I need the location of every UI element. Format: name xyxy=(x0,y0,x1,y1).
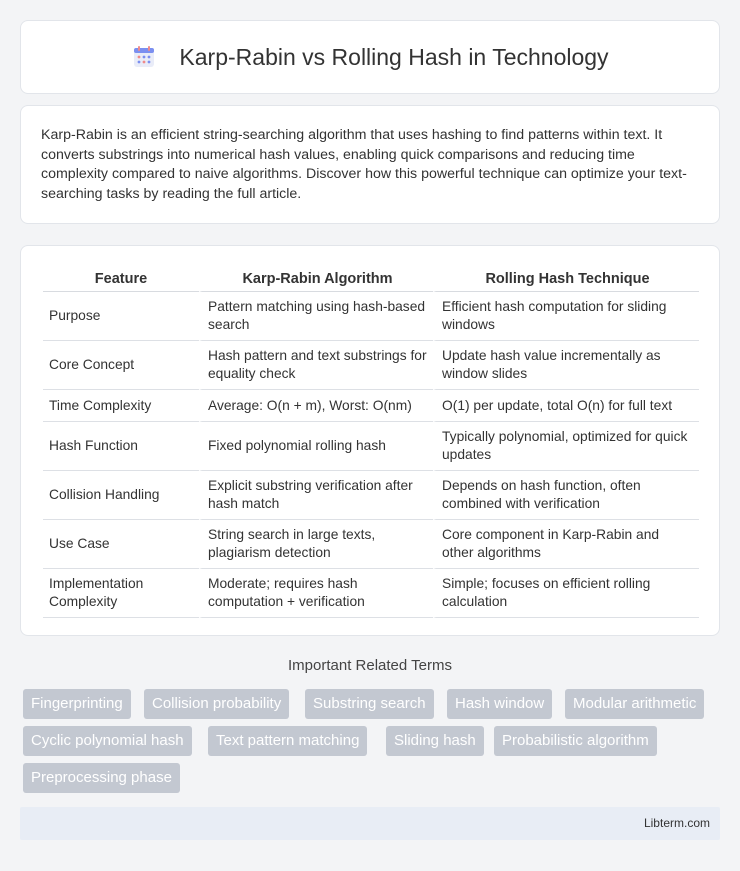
header-karp-rabin: Karp-Rabin Algorithm xyxy=(199,264,433,292)
table-header-row xyxy=(43,264,699,292)
table-row xyxy=(43,341,699,390)
header-feature: Feature xyxy=(43,264,199,292)
table-row xyxy=(43,520,699,569)
term-tag[interactable]: Fingerprinting xyxy=(23,689,131,719)
table-row xyxy=(43,471,699,520)
term-tag[interactable]: Cyclic polynomial hash xyxy=(23,726,192,756)
intro-card xyxy=(20,105,720,224)
header-title-wrap xyxy=(131,44,608,71)
cell-feature: Time Complexity xyxy=(43,390,199,422)
comparison-table-card xyxy=(20,245,720,636)
table-row xyxy=(43,292,699,341)
cell-rolling-hash: Update hash value incrementally as window slides xyxy=(433,341,699,390)
cell-karp-rabin: Fixed polynomial rolling hash xyxy=(199,422,433,471)
cell-feature: Implementation Complexity xyxy=(43,569,199,618)
term-tag[interactable]: Text pattern matching xyxy=(208,726,367,756)
cell-rolling-hash: Core component in Karp-Rabin and other algorithms xyxy=(433,520,699,569)
cell-rolling-hash: Simple; focuses on efficient rolling calculation xyxy=(433,569,699,618)
cell-rolling-hash: Typically polynomial, optimized for quick updates xyxy=(433,422,699,471)
table-row xyxy=(43,390,699,422)
comparison-table xyxy=(43,264,699,618)
cell-rolling-hash: Depends on hash function, often combined with verification xyxy=(433,471,699,520)
header-rolling-hash: Rolling Hash Technique xyxy=(433,264,699,292)
cell-feature: Purpose xyxy=(43,292,199,341)
term-tag[interactable]: Collision probability xyxy=(144,689,289,719)
term-tag[interactable]: Probabilistic algorithm xyxy=(494,726,657,756)
calendar-grid-icon xyxy=(131,44,157,70)
intro-text: Karp-Rabin is an efficient string-searching algorithm that uses hashing to find patterns within text. It converts substrings into numerical hash values, enabling quick comparisons and reducing time complexity compared to naive algorithms. Discover how this powerful technique can optimize your text-searching tasks by reading the full article. xyxy=(41,127,687,202)
footer-site-link[interactable]: Libterm.com xyxy=(643,816,710,830)
table-body xyxy=(43,292,699,618)
table-row xyxy=(43,569,699,618)
cell-karp-rabin: Hash pattern and text substrings for equality check xyxy=(199,341,433,390)
term-tag[interactable]: Preprocessing phase xyxy=(23,763,180,793)
cell-rolling-hash: Efficient hash computation for sliding windows xyxy=(433,292,699,341)
term-tag[interactable]: Modular arithmetic xyxy=(565,689,704,719)
cell-feature: Hash Function xyxy=(43,422,199,471)
footer xyxy=(20,807,720,840)
table-row xyxy=(43,422,699,471)
cell-feature: Core Concept xyxy=(43,341,199,390)
cell-feature: Collision Handling xyxy=(43,471,199,520)
cell-feature: Use Case xyxy=(43,520,199,569)
related-terms-title: Important Related Terms xyxy=(288,657,452,674)
cell-karp-rabin: String search in large texts, plagiarism detection xyxy=(199,520,433,569)
term-tag[interactable]: Hash window xyxy=(447,689,552,719)
cell-karp-rabin: Explicit substring verification after hash match xyxy=(199,471,433,520)
cell-rolling-hash: O(1) per update, total O(n) for full text xyxy=(433,390,699,422)
cell-karp-rabin: Pattern matching using hash-based search xyxy=(199,292,433,341)
cell-karp-rabin: Average: O(n + m), Worst: O(nm) xyxy=(199,390,433,422)
header-card xyxy=(20,20,720,94)
cell-karp-rabin: Moderate; requires hash computation + verification xyxy=(199,569,433,618)
page-title: Karp-Rabin vs Rolling Hash in Technology xyxy=(179,43,609,70)
term-tag[interactable]: Substring search xyxy=(305,689,434,719)
term-tag[interactable]: Sliding hash xyxy=(386,726,484,756)
